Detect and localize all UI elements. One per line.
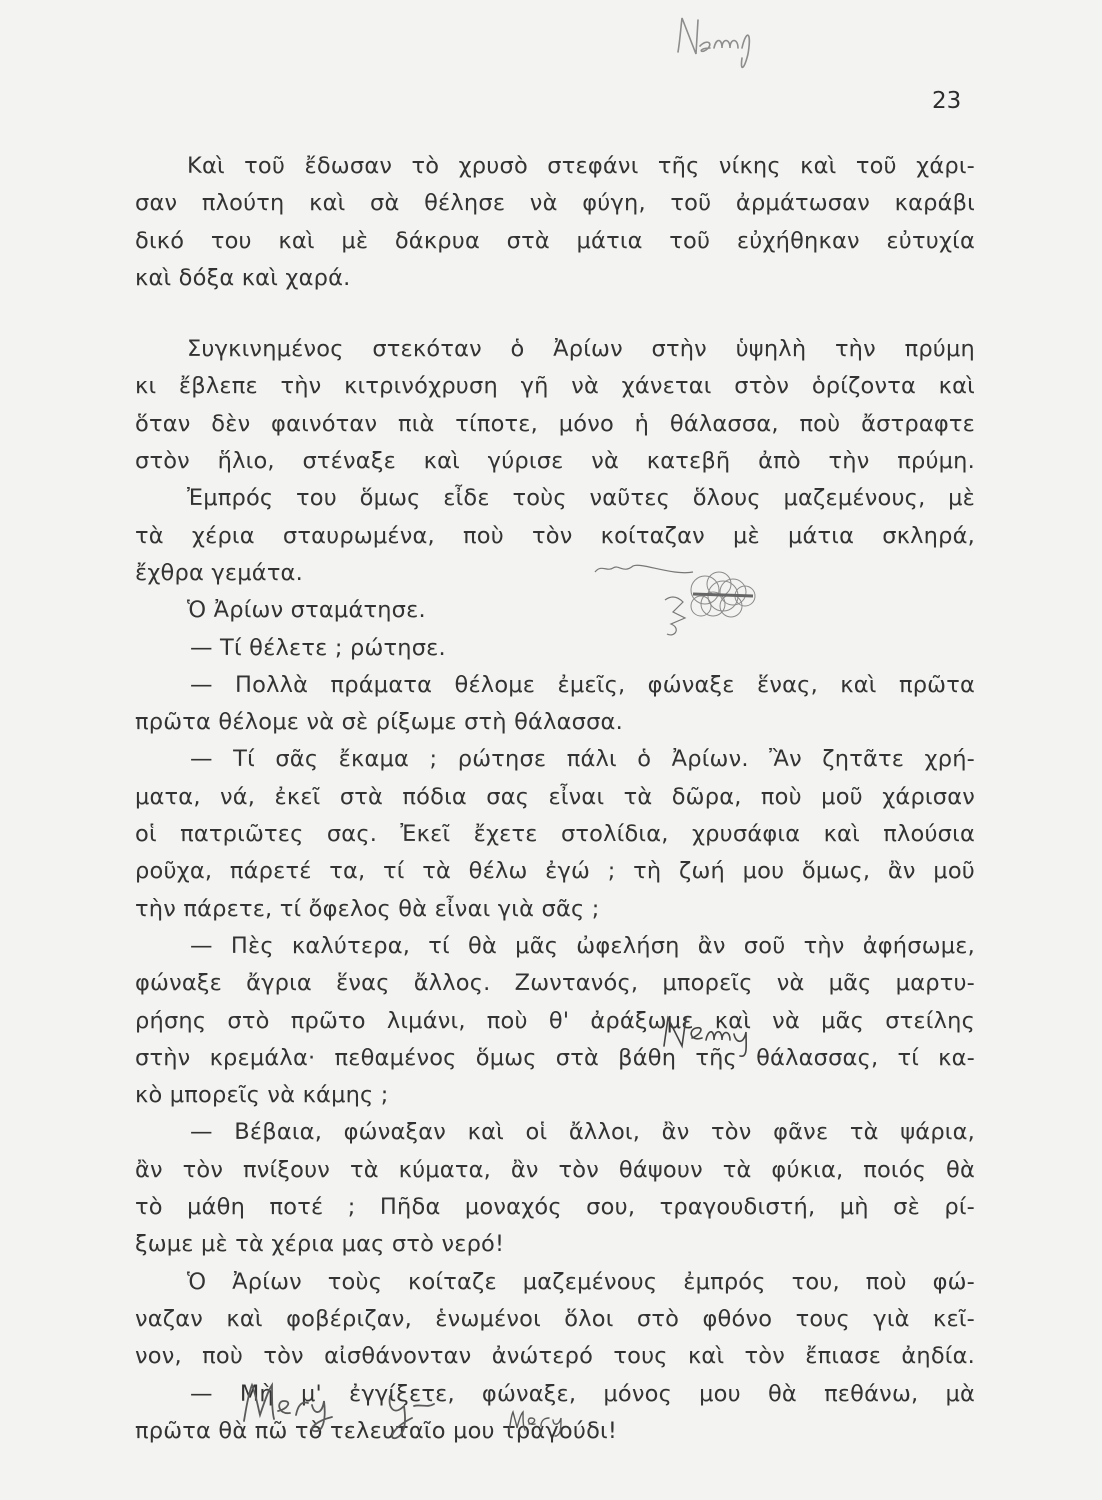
text-line-content: τὸ μάθη ποτέ ; Πῆδα μοναχός σου, τραγουδιστή, μὴ σὲ ρί- <box>135 1194 975 1221</box>
text-line-content: νον, ποὺ τὸν αἰσθάνονταν ἀνώτερό τους καὶ τὸν ἔπιασε ἀηδία. <box>135 1343 975 1370</box>
text-line <box>135 555 975 592</box>
text-line-content: ροῦχα, πάρετέ τα, τί τὰ θέλω ἐγώ ; τὴ ζωή μου ὅμως, ἂν μοῦ <box>135 858 975 885</box>
text-line <box>135 518 975 555</box>
text-line-content: καὶ δόξα καὶ χαρά. <box>135 264 351 291</box>
text-line <box>135 592 975 629</box>
text-line <box>135 667 975 704</box>
text-line-content: — Πὲς καλύτερα, τί θὰ μᾶς ὠφελήση ἂν σοῦ τὴν ἀφήσωμε, <box>190 932 975 959</box>
paragraph-gap <box>135 297 975 331</box>
text-line <box>135 260 975 297</box>
text-line <box>135 630 975 667</box>
body-text <box>135 148 975 1450</box>
handwriting-bottom-mid-mark <box>384 1382 444 1442</box>
text-line-content: Ὁ Ἀρίων τοὺς κοίταζε μαζεμένους ἐμπρός του, ποὺ φώ- <box>187 1268 975 1295</box>
text-line <box>135 816 975 853</box>
text-line <box>135 1226 975 1263</box>
text-line-content: — Μὴ μ' ἐγγίξετε, φώναξε, μόνος μου θὰ πεθάνω, μὰ <box>190 1380 975 1407</box>
text-line <box>135 1338 975 1375</box>
text-line-content: Καὶ τοῦ ἔδωσαν τὸ χρυσὸ στεφάνι τῆς νίκης καὶ τοῦ χάρι- <box>187 153 975 179</box>
text-line-content: στὸν ἥλιο, στέναξε καὶ γύρισε νὰ κατεβῆ ἀπὸ τὴν πρύμη. <box>135 448 975 475</box>
text-line-content: σαν πλούτη καὶ σὰ θέλησε νὰ φύγη, τοῦ ἀρμάτωσαν καράβι <box>135 190 975 217</box>
text-line <box>135 1040 975 1077</box>
handwriting-bottom-right-signature <box>505 1402 575 1442</box>
text-line <box>135 406 975 443</box>
page-number: 23 <box>932 88 962 114</box>
text-line <box>135 1152 975 1189</box>
text-line <box>135 891 975 928</box>
text-line-content: — Τί θέλετε ; ρώτησε. <box>190 634 446 661</box>
text-line <box>135 1003 975 1040</box>
text-line-content: ματα, νά, ἐκεῖ στὰ πόδια σας εἶναι τὰ δῶρα, ποὺ μοῦ χάρισαν <box>135 783 975 810</box>
handwriting-bottom-left-signature <box>238 1375 378 1445</box>
text-line-content: ὅταν δὲν φαινόταν πιὰ τίποτε, μόνο ἡ θάλασσα, ποὺ ἄστραφτε <box>135 410 975 437</box>
text-line-content: — Τί σᾶς ἔκαμα ; ρώτησε πάλι ὁ Ἀρίων. Ἂν ζητᾶτε χρή- <box>190 746 975 773</box>
text-line-content: ξωμε μὲ τὰ χέρια μας στὸ νερό! <box>135 1231 505 1258</box>
text-line <box>135 331 975 368</box>
text-line-content: ρήσης στὸ πρῶτο λιμάνι, ποὺ θ' ἀράξωμε καὶ νὰ μᾶς στείλης <box>135 1007 975 1034</box>
text-line-content: Συγκινημένος στεκόταν ὁ Ἀρίων στὴν ὑψηλὴ τὴν πρύμη <box>187 336 975 363</box>
handwriting-middle-signature <box>660 1010 770 1060</box>
text-line-content: κὸ μπορεῖς νὰ κάμης ; <box>135 1082 389 1109</box>
text-line <box>135 1301 975 1338</box>
text-line <box>135 1264 975 1301</box>
text-line <box>135 223 975 260</box>
text-line <box>135 928 975 965</box>
text-line <box>135 148 975 185</box>
text-line <box>135 704 975 741</box>
text-line-content: ἔχθρα γεμάτα. <box>135 559 303 586</box>
text-line-content: — Βέβαια, φώναξαν καὶ οἱ ἄλλοι, ἂν τὸν φᾶνε τὰ ψάρια, <box>190 1119 975 1146</box>
text-line <box>135 965 975 1002</box>
text-line-content: πρῶτα θέλομε νὰ σὲ ρίξωμε στὴ θάλασσα. <box>135 709 623 736</box>
text-line-content: στὴν κρεμάλα· πεθαμένος ὅμως στὰ βάθη τῆς θάλασσας, τί κα- <box>135 1044 975 1071</box>
text-line-content: Ἐμπρός του ὅμως εἶδε τοὺς ναῦτες ὅλους μαζεμένους, μὲ <box>187 485 975 512</box>
text-line <box>135 443 975 480</box>
text-line-content: ναζαν καὶ φοβέριζαν, ἑνωμένοι ὅλοι στὸ φθόνο τους γιὰ κεῖ- <box>135 1305 975 1332</box>
text-line-content: κι ἔβλεπε τὴν κιτρινόχρυση γῆ νὰ χάνεται στὸν ὁρίζοντα καὶ <box>135 373 975 400</box>
text-line <box>135 480 975 517</box>
text-line-content: φώναξε ἄγρια ἕνας ἄλλος. Ζωντανός, μπορεῖς νὰ μᾶς μαρτυ- <box>135 970 975 997</box>
pencil-scribble-drawing <box>585 560 775 644</box>
text-line <box>135 1189 975 1226</box>
text-line-content: οἱ πατριῶτες σας. Ἐκεῖ ἔχετε στολίδια, χρυσάφια καὶ πλούσια <box>135 821 975 848</box>
handwriting-top-signature <box>672 12 762 70</box>
text-line <box>135 741 975 778</box>
text-line-content: Ὁ Ἀρίων σταμάτησε. <box>187 597 426 624</box>
text-line-content: δικό του καὶ μὲ δάκρυα στὰ μάτια τοῦ εὐχήθηκαν εὐτυχία <box>135 227 975 254</box>
text-line <box>135 853 975 890</box>
text-line-content: — Πολλὰ πράματα θέλομε ἐμεῖς, φώναξε ἕνας, καὶ πρῶτα <box>190 671 975 698</box>
text-line-content: πρῶτα θὰ πῶ τὸ τελευταῖο μου τραγούδι! <box>135 1417 618 1444</box>
text-line-content: τὴν πάρετε, τί ὄφελος θὰ εἶναι γιὰ σᾶς ; <box>135 895 600 922</box>
text-line-content: ἂν τὸν πνίξουν τὰ κύματα, ἂν τὸν θάψουν τὰ φύκια, ποιός θὰ <box>135 1156 975 1183</box>
text-line <box>135 185 975 222</box>
text-line <box>135 1114 975 1151</box>
text-line-content: τὰ χέρια σταυρωμένα, ποὺ τὸν κοίταζαν μὲ μάτια σκληρά, <box>135 522 975 549</box>
text-line <box>135 368 975 405</box>
text-line <box>135 1077 975 1114</box>
text-line <box>135 779 975 816</box>
